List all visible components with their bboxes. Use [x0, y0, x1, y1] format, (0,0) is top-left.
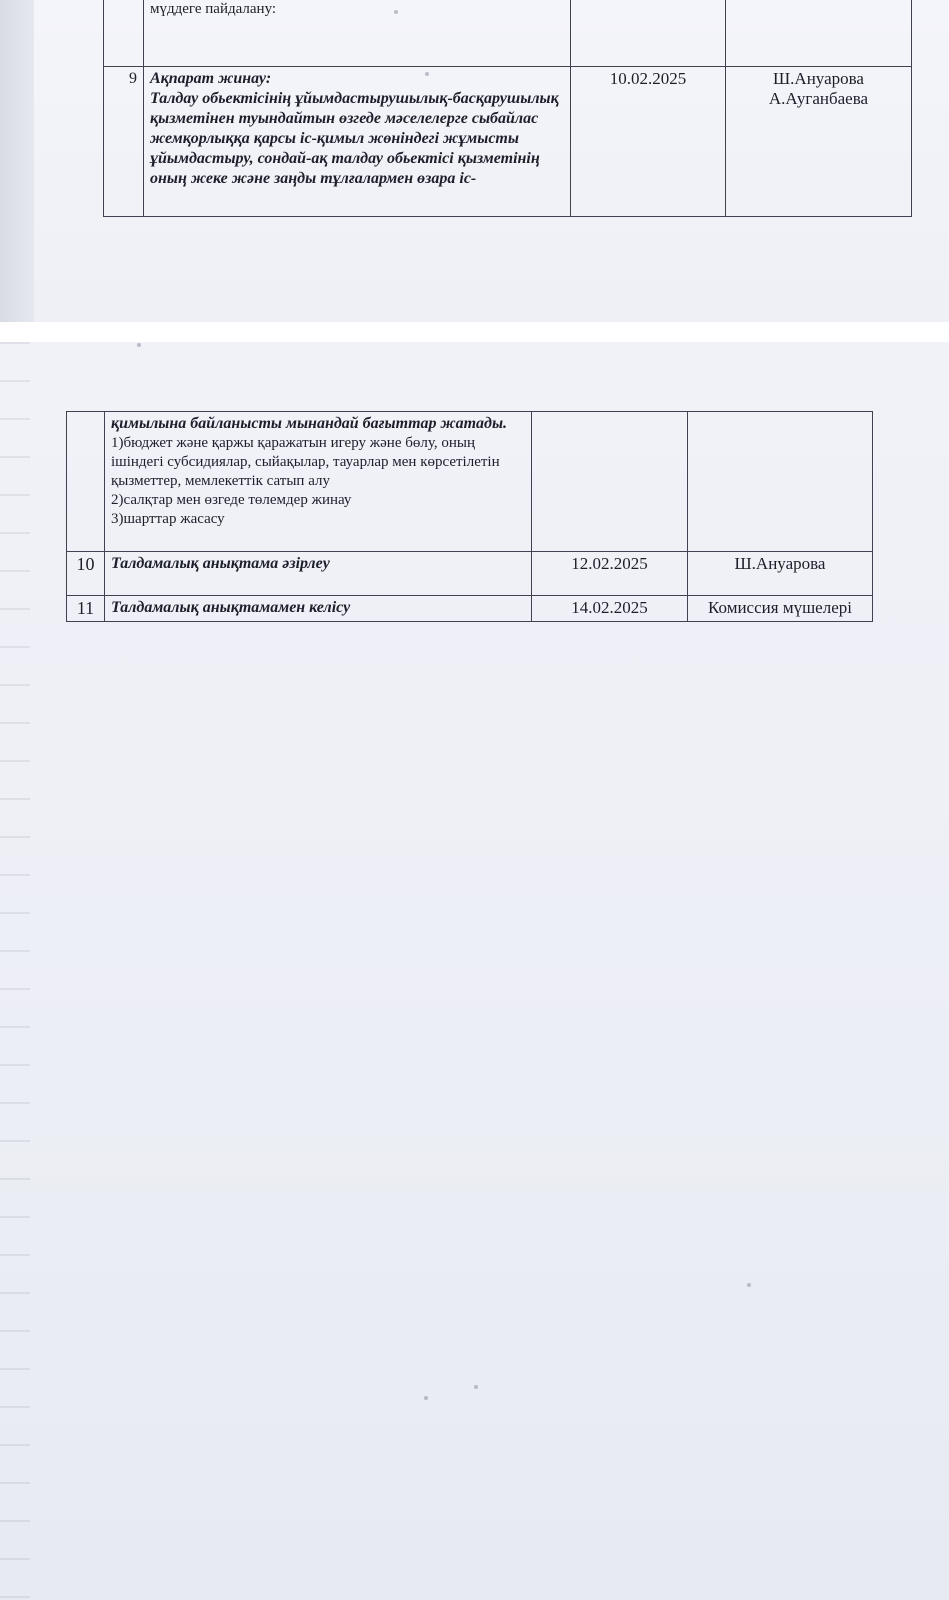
activity-text: [144, 0, 571, 67]
date-cell: 10.02.2025: [571, 67, 726, 217]
date-cell: 14.02.2025: [532, 596, 688, 622]
responsible-cell: Комиссия мүшелері: [688, 596, 873, 622]
activity-item: 2)салқтар мен өзгеде төлемдер жинау: [111, 492, 352, 508]
row-number: [67, 412, 105, 552]
row-number: 9: [104, 67, 144, 217]
date-cell: [571, 0, 726, 67]
date-cell: [532, 412, 688, 552]
page-separator: [0, 322, 949, 342]
activity-cell: [144, 67, 571, 217]
responsible-cell: [726, 67, 912, 217]
table-row: [67, 596, 873, 622]
responsible-person: А.Ауганбаева: [768, 89, 869, 108]
activity-body: Талдау обьектісінің ұйымдастырушылық-басқарушылық қызметінен туындайтын өзгеде мәселелерге сыбайлас жемқорлыққа қарсы іс-қимыл жөніндегі жұмысты ұйымдастыру, сондай-ақ талдау обьектісі қызметінің оның жеке және заңды тұлғалармен өзара іс-: [150, 90, 559, 187]
table-row: [67, 552, 873, 596]
plan-table-page2: [66, 411, 873, 622]
activity-title: Талдамалық анықтамамен келісу: [105, 596, 532, 622]
scan-edge-marks: [0, 342, 30, 1600]
responsible-person: Ш.Ануарова: [773, 69, 864, 88]
responsible-cell: Ш.Ануарова: [688, 552, 873, 596]
activity-text-line: мүддеге пайдалану:: [150, 1, 277, 17]
table-row: [104, 0, 912, 67]
activity-lead: қимылына байланысты мынандай бағыттар жатады.: [111, 415, 508, 432]
responsible-cell: [688, 412, 873, 552]
responsible-cell: [726, 0, 912, 67]
plan-table-page1: [103, 0, 912, 217]
table-row: [104, 67, 912, 217]
row-number: 11: [67, 596, 105, 622]
activity-item: 1)бюджет және қаржы қаражатын игеру және бөлу, оның ішіндегі субсидиялар, сыйақылар, тауарлар мен көрсетілетін қызметтер, мемлекеттік сатып алу: [111, 435, 500, 489]
scan-left-shadow: [0, 0, 34, 322]
activity-item: 3)шарттар жасасу: [111, 511, 225, 527]
scan-speck: [474, 1385, 478, 1389]
scan-speck: [137, 343, 141, 347]
row-number: 10: [67, 552, 105, 596]
activity-cell: [105, 412, 532, 552]
table-row: [67, 412, 873, 552]
activity-title: Талдамалық анықтама әзірлеу: [105, 552, 532, 596]
activity-title: Ақпарат жинау:: [150, 70, 272, 87]
row-number: [104, 0, 144, 67]
scan-speck: [747, 1283, 751, 1287]
scan-speck: [424, 1396, 428, 1400]
date-cell: 12.02.2025: [532, 552, 688, 596]
